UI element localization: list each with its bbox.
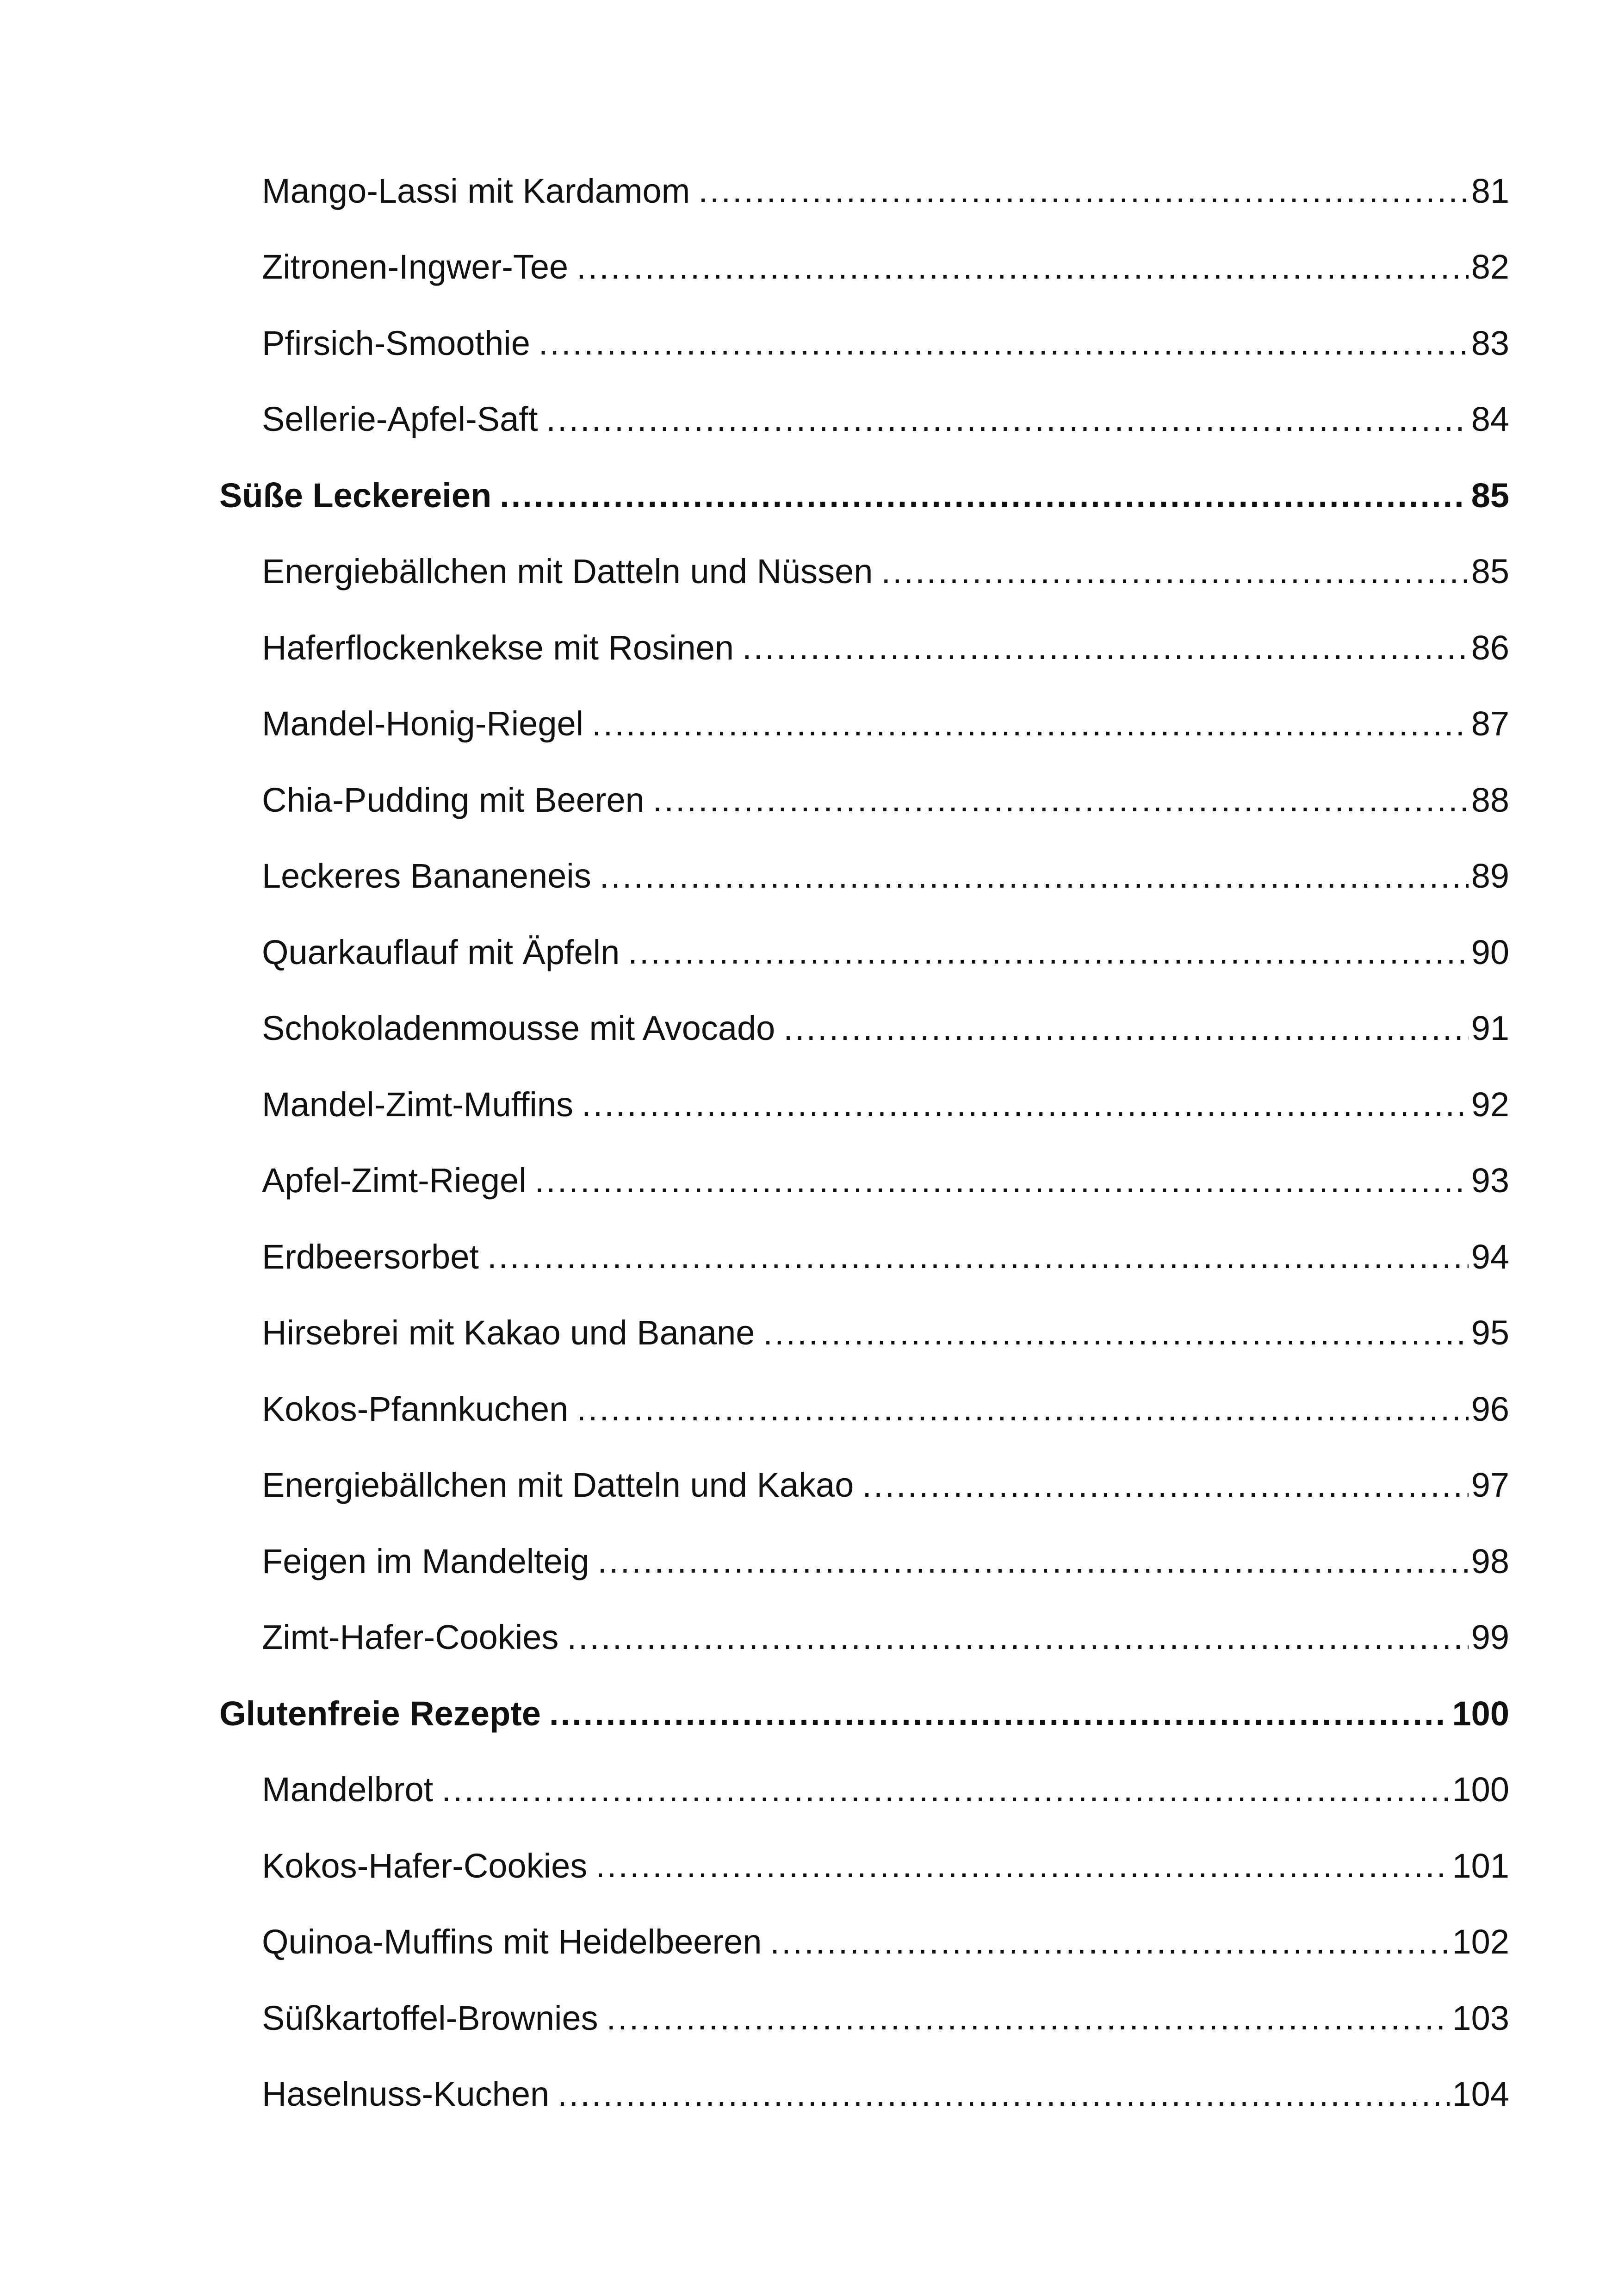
toc-entry-title: Kokos-Hafer-Cookies [262,1846,588,1885]
toc-page-number: 100 [1452,1694,1509,1733]
toc-entry[interactable] [0,686,1509,762]
toc-entry-title: Zitronen-Ingwer-Tee [262,248,569,286]
toc-page-number: 90 [1471,933,1509,971]
toc-dot-leader [698,174,1468,208]
toc-dot-leader [558,2077,1449,2111]
toc-page-number: 101 [1452,1846,1509,1885]
toc-dot-leader [500,478,1462,512]
toc-page-number: 92 [1471,1085,1509,1124]
toc-entry-title: Haselnuss-Kuchen [262,2075,550,2114]
toc-entry[interactable] [0,1295,1509,1371]
toc-entry-title: Erdbeersorbet [262,1237,479,1276]
toc-dot-leader [592,707,1469,741]
toc-dot-leader [546,402,1468,436]
toc-page-number: 85 [1471,552,1509,591]
toc-entry-title: Apfel-Zimt-Riegel [262,1161,527,1200]
toc-entry[interactable] [0,1143,1509,1219]
toc-dot-leader [577,1392,1468,1426]
toc-dot-leader [862,1468,1468,1502]
toc-entry[interactable] [0,305,1509,381]
toc-dot-leader [881,554,1468,589]
toc-page-number: 103 [1452,1998,1509,2037]
toc-entry[interactable] [0,153,1509,229]
toc-entry-title: Hirsebrei mit Kakao und Banane [262,1313,755,1352]
toc-page-number: 96 [1471,1389,1509,1428]
toc-entry-title: Mandel-Honig-Riegel [262,704,584,743]
toc-entry[interactable] [0,1752,1509,1828]
toc-section-title: Glutenfreie Rezepte [219,1694,541,1733]
toc-entry-title: Mango-Lassi mit Kardamom [262,171,690,210]
toc-entry-title: Sellerie-Apfel-Saft [262,400,538,439]
toc-dot-leader [742,630,1469,665]
toc-dot-leader [595,1848,1449,1883]
toc-dot-leader [535,1164,1469,1198]
toc-dot-leader [487,1239,1469,1274]
toc-entry-title: Haferflockenkekse mit Rosinen [262,628,734,667]
toc-entry-title: Quarkauflauf mit Äpfeln [262,933,620,971]
toc-entry[interactable] [0,1599,1509,1676]
toc-page-number: 86 [1471,628,1509,667]
toc-dot-leader [770,1925,1449,1959]
toc-dot-leader [763,1316,1468,1350]
toc-dot-leader [607,2001,1450,2035]
toc-entry[interactable] [0,1447,1509,1524]
toc-entry-title: Feigen im Mandelteig [262,1542,589,1580]
toc-page-number: 94 [1471,1237,1509,1276]
toc-dot-leader [577,250,1469,284]
toc-page-number: 100 [1452,1770,1509,1809]
toc-entry[interactable] [0,610,1509,686]
toc-page-number: 84 [1471,400,1509,439]
toc-dot-leader [539,326,1469,360]
toc-entry[interactable] [0,838,1509,915]
toc-dot-leader [600,859,1469,893]
toc-section-heading[interactable] [0,457,1509,534]
toc-page-number: 82 [1471,248,1509,286]
toc-dot-leader [653,783,1469,817]
toc-page-number: 98 [1471,1542,1509,1580]
toc-page-number: 102 [1452,1923,1509,1961]
toc-dot-leader [582,1087,1469,1121]
toc-entry-title: Kokos-Pfannkuchen [262,1389,569,1428]
toc-page-number: 99 [1471,1618,1509,1657]
toc-entry-title: Zimt-Hafer-Cookies [262,1618,559,1657]
toc-section-title: Süße Leckereien [219,476,492,515]
toc-entry-title: Schokoladenmousse mit Avocado [262,1009,775,1048]
toc-page-number: 95 [1471,1313,1509,1352]
toc-page-number: 87 [1471,704,1509,743]
toc-dot-leader [597,1544,1468,1578]
toc-entry[interactable] [0,1371,1509,1447]
table-of-contents [0,153,1618,2132]
toc-entry[interactable] [0,1980,1509,2056]
toc-entry[interactable] [0,1066,1509,1143]
toc-entry-title: Energiebällchen mit Datteln und Nüssen [262,552,873,591]
toc-page-number: 81 [1471,171,1509,210]
toc-entry[interactable] [0,1523,1509,1599]
toc-entry[interactable] [0,1219,1509,1295]
toc-page-number: 91 [1471,1009,1509,1048]
toc-page-number: 104 [1452,2075,1509,2114]
toc-dot-leader [783,1011,1468,1045]
toc-dot-leader [549,1696,1443,1730]
toc-dot-leader [628,935,1468,969]
toc-entry[interactable] [0,229,1509,305]
toc-entry[interactable] [0,534,1509,610]
toc-entry[interactable] [0,1828,1509,1904]
toc-entry-title: Mandel-Zimt-Muffins [262,1085,574,1124]
toc-entry-title: Süßkartoffel-Brownies [262,1998,598,2037]
toc-entry-title: Pfirsich-Smoothie [262,324,530,362]
toc-entry-title: Quinoa-Muffins mit Heidelbeeren [262,1923,762,1961]
toc-entry[interactable] [0,990,1509,1067]
toc-page-number: 89 [1471,857,1509,896]
toc-entry[interactable] [0,381,1509,458]
toc-entry[interactable] [0,1904,1509,1980]
toc-page-number: 88 [1471,780,1509,819]
toc-page-number: 97 [1471,1466,1509,1505]
toc-page-number: 85 [1471,476,1509,515]
toc-entry[interactable] [0,2056,1509,2133]
toc-section-heading[interactable] [0,1675,1509,1752]
toc-entry[interactable] [0,914,1509,990]
toc-entry[interactable] [0,762,1509,838]
toc-entry-title: Energiebällchen mit Datteln und Kakao [262,1466,854,1505]
toc-dot-leader [441,1773,1449,1807]
toc-page-number: 93 [1471,1161,1509,1200]
toc-entry-title: Leckeres Bananeneis [262,857,591,896]
toc-page-number: 83 [1471,324,1509,362]
toc-dot-leader [567,1620,1468,1655]
toc-entry-title: Chia-Pudding mit Beeren [262,780,645,819]
toc-entry-title: Mandelbrot [262,1770,434,1809]
